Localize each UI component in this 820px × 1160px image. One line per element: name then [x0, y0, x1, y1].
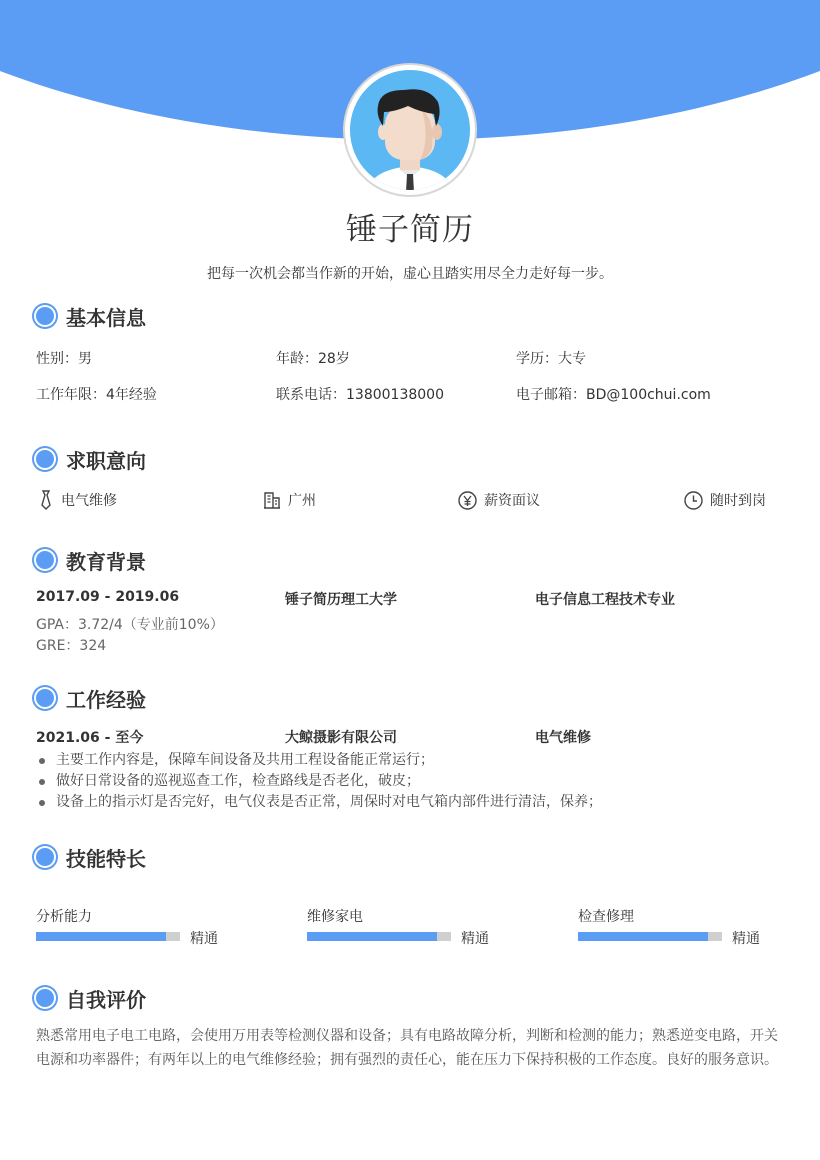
section-education: [34, 547, 146, 573]
skill-bar-fill: [307, 932, 437, 941]
avatar: [350, 70, 470, 190]
work-period: 2021.06 - 至今: [36, 730, 144, 746]
education-gre: GRE：324: [36, 638, 107, 654]
self-evaluation-text: 熟悉常用电子电工电路，会使用万用表等检测仪器和设备；具有电路故障分析，判断和检测的能力；熟悉逆变电路，开关电源和功率器件；有两年以上的电气维修经验；拥有强烈的责任心，能在压力下保持积极的工作态度。良好的服务意识。: [36, 1028, 778, 1068]
section-marker-icon: [36, 307, 54, 325]
clock-icon: [684, 491, 703, 510]
skill-name: 检查修理: [578, 909, 634, 925]
section-title: 教育背景: [66, 549, 146, 574]
list-item: 主要工作内容是，保障车间设备及共用工程设备能正常运行；: [36, 750, 602, 771]
work-company: 大鲸摄影有限公司: [285, 730, 397, 746]
intent-city-text: 广州: [288, 493, 316, 509]
section-marker-icon: [36, 551, 54, 569]
info-email: 电子邮箱：BD@100chui.com: [516, 387, 711, 403]
section-self-evaluation: [34, 985, 146, 1011]
list-item: 设备上的指示灯是否完好，电气仪表是否正常，周保时对电气箱内部件进行清洁，保养；: [36, 792, 602, 813]
section-marker-icon: [36, 689, 54, 707]
intent-salary: [458, 490, 540, 510]
motto: 把每一次机会都当作新的开始，虚心且踏实用尽全力走好每一步。: [207, 266, 613, 282]
intent-availability: [684, 490, 766, 510]
education-major: 电子信息工程技术专业: [535, 592, 675, 608]
building-icon: [263, 491, 281, 509]
section-basic-info: [34, 303, 146, 329]
education-period: 2017.09 - 2019.06: [36, 589, 180, 605]
section-title: 技能特长: [66, 846, 146, 871]
section-marker-icon: [36, 989, 54, 1007]
skill-bar-fill: [36, 932, 166, 941]
section-job-intent: [34, 446, 146, 472]
skill-level: 精通: [461, 931, 489, 947]
skill-name: 分析能力: [36, 909, 92, 925]
intent-position: [38, 490, 117, 510]
skill-bar: [307, 932, 451, 941]
tie-icon: [38, 490, 54, 510]
info-gender: 性别：男: [36, 351, 92, 367]
list-item: 做好日常设备的巡视巡查工作，检查路线是否老化，破皮；: [36, 771, 602, 792]
intent-availability-text: 随时到岗: [710, 493, 766, 509]
resume-name: 锤子简历: [346, 212, 474, 248]
avatar-frame: [345, 65, 475, 195]
section-title: 求职意向: [66, 448, 146, 473]
yen-icon: [458, 491, 477, 510]
skill-bar: [36, 932, 180, 941]
skill-level: 精通: [732, 931, 760, 947]
section-marker-icon: [36, 848, 54, 866]
intent-city: [263, 490, 316, 510]
skill-name: 维修家电: [307, 909, 363, 925]
skill-bar-fill: [578, 932, 708, 941]
skill-bar: [578, 932, 722, 941]
info-experience: 工作年限：4年经验: [36, 387, 157, 403]
info-age: 年龄：28岁: [276, 351, 350, 367]
intent-position-text: 电气维修: [61, 493, 117, 509]
work-position: 电气维修: [535, 730, 591, 746]
work-duties-list: [36, 750, 602, 813]
section-marker-icon: [36, 450, 54, 468]
section-work-experience: [34, 685, 146, 711]
section-title: 基本信息: [66, 305, 146, 330]
section-title: 自我评价: [66, 987, 146, 1012]
info-phone: 联系电话：13800138000: [276, 387, 444, 403]
section-skills: [34, 844, 146, 870]
education-school: 锤子简历理工大学: [285, 592, 397, 608]
skill-level: 精通: [190, 931, 218, 947]
section-title: 工作经验: [66, 687, 146, 712]
education-gpa: GPA：3.72/4（专业前10%）: [36, 617, 224, 633]
info-education: 学历：大专: [516, 351, 586, 367]
intent-salary-text: 薪资面议: [484, 493, 540, 509]
